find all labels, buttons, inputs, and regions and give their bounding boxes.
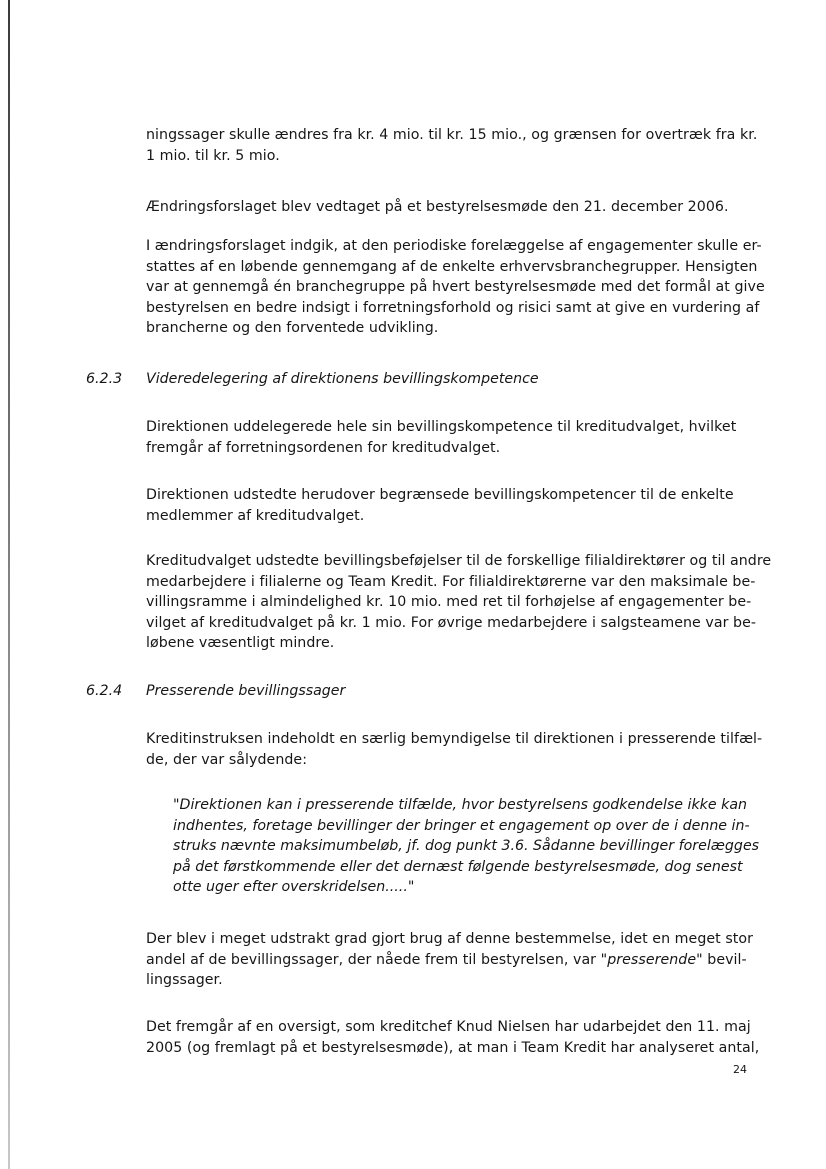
text-line: Kreditinstruksen indeholdt en særlig bemyndigelse til direktionen i presserende tilfæl- (146, 731, 763, 747)
text-line: brancherne og den forventede udvikling. (146, 320, 439, 336)
text-line: Direktionen uddelegerede hele sin bevillingskompetence til kreditudvalget, hvilket (146, 419, 737, 435)
paragraph-9 (146, 1017, 759, 1058)
text-line: villingsramme i almindelighed kr. 10 mio. med ret til forhøjelse af engagementer be- (146, 594, 752, 610)
text-line: 1 mio. til kr. 5 mio. (146, 147, 280, 164)
section-number: 6.2.3 (86, 371, 123, 387)
text-line: var at gennemgå én branchegruppe på hvert bestyrelsesmøde med det formål at give (146, 279, 765, 295)
text-line: Der blev i meget udstrakt grad gjort brug af denne bestemmelse, idet en meget stor (146, 931, 754, 947)
paragraph-5 (146, 485, 734, 526)
section-heading: Videredelegering af direktionens bevillingskompetence (146, 371, 539, 387)
text-line: de, der var sålydende: (146, 751, 308, 768)
section-number: 6.2.4 (86, 683, 123, 699)
text-line (146, 950, 753, 971)
section-heading: Presserende bevillingssager (146, 683, 346, 699)
text-line: I ændringsforslaget indgik, at den periodiske forelæggelse af engagementer skulle er- (146, 238, 762, 254)
page-number: 24 (733, 1063, 747, 1076)
text-line: 2005 (og fremlagt på et bestyrelsesmøde), at man i Team Kredit har analyseret antal, (146, 1039, 760, 1056)
paragraph-1 (146, 125, 757, 166)
paragraph-2 (146, 197, 729, 218)
quote-line: "Direktionen kan i presserende tilfælde, hvor bestyrelsens godkendelse ikke kan (173, 797, 748, 813)
quote-line: på det førstkommende eller det dernæst følgende bestyrelsesmøde, dog senest (173, 858, 743, 875)
text-line: ningssager skulle ændres fra kr. 4 mio. til kr. 15 mio., og grænsen for overtræk fra kr. (146, 127, 758, 143)
text-run: " bevil- (696, 951, 747, 968)
text-line: Det fremgår af en oversigt, som kreditchef Knud Nielsen har udarbejdet den 11. maj (146, 1019, 751, 1035)
scan-edge-line (8, 0, 10, 1169)
paragraph-6 (146, 551, 771, 654)
quote-line: indhentes, foretage bevillinger der bringer et engagement op over de i denne in- (173, 817, 750, 834)
paragraph-7 (146, 729, 762, 770)
block-quote (173, 795, 759, 898)
text-line: stattes af en løbende gennemgang af de enkelte erhvervsbranchegrupper. Hensigten (146, 258, 758, 275)
paragraph-3 (146, 236, 765, 339)
text-line: fremgår af forretningsordenen for kreditudvalget. (146, 439, 501, 456)
text-line: vilget af kreditudvalget på kr. 1 mio. For øvrige medarbejdere i salgsteamene var be- (146, 614, 757, 631)
emphasis-text: "presserende (600, 951, 697, 968)
text-line: bestyrelsen en bedre indsigt i forretningsforhold og risici samt at give en vurdering af (146, 299, 760, 316)
text-line: Kreditudvalget udstedte bevillingsbeføjelser til de forskellige filialdirektører og til andre (146, 553, 772, 569)
text-line: lingssager. (146, 972, 223, 988)
text-line: medarbejdere i filialerne og Team Kredit. For filialdirektørerne var den maksimale be- (146, 573, 756, 590)
text-line: Ændringsforslaget blev vedtaget på et bestyrelsesmøde den 21. december 2006. (146, 199, 729, 215)
text-line: Direktionen udstedte herudover begrænsede bevillingskompetencer til de enkelte (146, 487, 734, 503)
text-line: medlemmer af kreditudvalget. (146, 507, 365, 524)
paragraph-4 (146, 417, 736, 458)
quote-line: otte uger efter overskridelsen....." (173, 879, 415, 895)
text-line: løbene væsentligt mindre. (146, 635, 335, 651)
text-run: andel af de bevillingssager, der nåede frem til bestyrelsen, var (146, 951, 601, 968)
paragraph-8 (146, 929, 753, 991)
quote-line: struks nævnte maksimumbeløb, jf. dog punkt 3.6. Sådanne bevillinger forelægges (173, 838, 760, 854)
